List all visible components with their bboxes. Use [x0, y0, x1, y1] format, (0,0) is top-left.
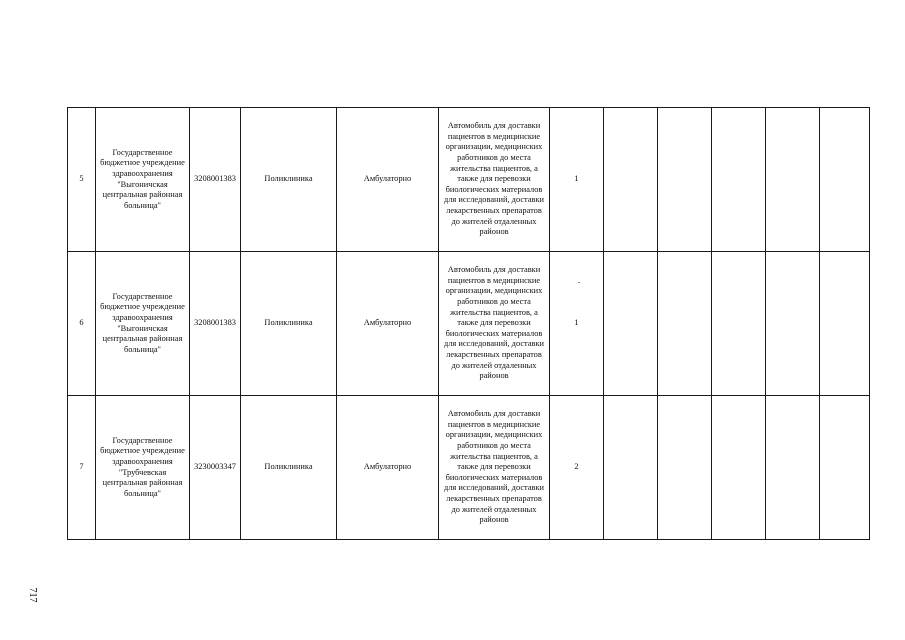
inn-cell: 3208001383 — [190, 108, 241, 252]
empty-cell — [658, 396, 712, 540]
empty-cell — [820, 252, 870, 396]
organization-cell: Государственное бюджетное учреждение здравоохранения "Трубчевская центральная районная больница" — [96, 396, 190, 540]
page-number: 717 — [27, 587, 38, 603]
organization-cell: Государственное бюджетное учреждение здравоохранения "Выгоничская центральная районная больница" — [96, 108, 190, 252]
organization-cell: Государственное бюджетное учреждение здравоохранения "Выгоничская центральная районная больница" — [96, 252, 190, 396]
facility-type-cell: Поликлиника — [241, 108, 337, 252]
vehicle-description-cell: Автомобиль для доставки пациентов в медицинские организации, медицинских работников до места жительства пациентов, а также для перевозки биологических материалов для исследований, доставки лекарственных препаратов до жителей отдаленных районов — [439, 108, 550, 252]
empty-cell — [604, 396, 658, 540]
row-number-cell: 6 — [68, 252, 96, 396]
care-type-cell: Амбулаторно — [337, 252, 439, 396]
care-type-cell: Амбулаторно — [337, 108, 439, 252]
care-type-cell: Амбулаторно — [337, 396, 439, 540]
vehicle-allocation-table — [67, 107, 870, 540]
row-number-cell: 5 — [68, 108, 96, 252]
empty-cell — [658, 252, 712, 396]
table-row — [68, 396, 870, 540]
empty-cell — [820, 108, 870, 252]
vehicle-description-cell: Автомобиль для доставки пациентов в медицинские организации, медицинских работников до места жительства пациентов, а также для перевозки биологических материалов для исследований, доставки лекарственных препаратов до жителей отдаленных районов — [439, 252, 550, 396]
quantity-cell: 1 — [550, 108, 604, 252]
quantity-cell: 1 — [550, 252, 604, 396]
vehicle-description-cell: Автомобиль для доставки пациентов в медицинские организации, медицинских работников до места жительства пациентов, а также для перевозки биологических материалов для исследований, доставки лекарственных препаратов до жителей отдаленных районов — [439, 396, 550, 540]
empty-cell — [604, 252, 658, 396]
empty-cell — [766, 108, 820, 252]
empty-cell — [604, 108, 658, 252]
empty-cell — [820, 396, 870, 540]
empty-cell — [712, 252, 766, 396]
table-row — [68, 108, 870, 252]
facility-type-cell: Поликлиника — [241, 252, 337, 396]
empty-cell — [766, 396, 820, 540]
quantity-cell: 2 — [550, 396, 604, 540]
facility-type-cell: Поликлиника — [241, 396, 337, 540]
inn-cell: 3230003347 — [190, 396, 241, 540]
scan-speck — [578, 282, 580, 283]
empty-cell — [712, 108, 766, 252]
empty-cell — [766, 252, 820, 396]
inn-cell: 3208001383 — [190, 252, 241, 396]
row-number-cell: 7 — [68, 396, 96, 540]
empty-cell — [658, 108, 712, 252]
table-row — [68, 252, 870, 396]
empty-cell — [712, 396, 766, 540]
